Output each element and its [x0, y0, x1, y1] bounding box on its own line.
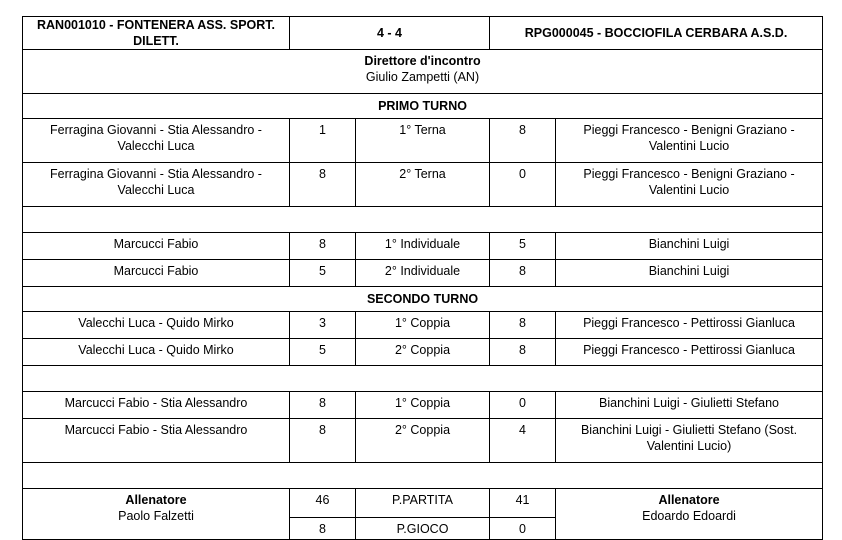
section-row [23, 287, 823, 312]
home-players: Marcucci Fabio - Stia Alessandro [23, 419, 290, 463]
away-score: 8 [490, 339, 556, 366]
table-row [23, 163, 823, 207]
table-row [23, 312, 823, 339]
home-coach-name: Paolo Falzetti [118, 509, 194, 523]
spacer-row [23, 366, 823, 392]
away-score: 4 [490, 419, 556, 463]
game-type: 2° Terna [356, 163, 490, 207]
section-first-round: PRIMO TURNO [23, 94, 823, 119]
away-score: 8 [490, 260, 556, 287]
spacer-cell [23, 207, 823, 233]
home-coach-cell [23, 489, 290, 540]
away-score: 5 [490, 233, 556, 260]
table-row [23, 260, 823, 287]
away-players: Bianchini Luigi - Giulietti Stefano [556, 392, 823, 419]
away-players: Bianchini Luigi [556, 233, 823, 260]
home-score: 8 [290, 163, 356, 207]
home-score: 8 [290, 419, 356, 463]
game-type: 1° Coppia [356, 392, 490, 419]
footer-row [23, 489, 823, 518]
section-second-round: SECONDO TURNO [23, 287, 823, 312]
away-coach-name: Edoardo Edoardi [642, 509, 736, 523]
home-score: 1 [290, 119, 356, 163]
away-players: Bianchini Luigi - Giulietti Stefano (Sost. Valentini Lucio) [556, 419, 823, 463]
match-report-table [22, 16, 823, 540]
final-score: 4 - 4 [290, 17, 490, 50]
game-points-label: P.GIOCO [356, 518, 490, 540]
home-coach-label: Allenatore [125, 493, 187, 507]
home-players: Marcucci Fabio [23, 233, 290, 260]
home-match-points: 46 [290, 489, 356, 518]
away-score: 0 [490, 392, 556, 419]
home-players: Valecchi Luca - Quido Mirko [23, 339, 290, 366]
spacer-cell [23, 463, 823, 489]
game-type: 1° Terna [356, 119, 490, 163]
spacer-row [23, 207, 823, 233]
away-team: RPG000045 - BOCCIOFILA CERBARA A.S.D. [490, 17, 823, 50]
game-type: 1° Coppia [356, 312, 490, 339]
home-players: Ferragina Giovanni - Stia Alessandro - Valecchi Luca [23, 119, 290, 163]
home-score: 5 [290, 339, 356, 366]
game-type: 2° Coppia [356, 419, 490, 463]
away-match-points: 41 [490, 489, 556, 518]
match-points-label: P.PARTITA [356, 489, 490, 518]
home-score: 3 [290, 312, 356, 339]
away-players: Pieggi Francesco - Pettirossi Gianluca [556, 312, 823, 339]
away-score: 8 [490, 119, 556, 163]
director-row [23, 50, 823, 94]
away-players: Pieggi Francesco - Pettirossi Gianluca [556, 339, 823, 366]
home-players: Ferragina Giovanni - Stia Alessandro - Valecchi Luca [23, 163, 290, 207]
away-players: Pieggi Francesco - Benigni Graziano - Valentini Lucio [556, 163, 823, 207]
home-players: Marcucci Fabio - Stia Alessandro [23, 392, 290, 419]
away-coach-cell [556, 489, 823, 540]
away-score: 8 [490, 312, 556, 339]
director-name: Giulio Zampetti (AN) [365, 70, 480, 84]
game-type: 2° Individuale [356, 260, 490, 287]
home-score: 8 [290, 392, 356, 419]
game-type: 1° Individuale [356, 233, 490, 260]
away-game-points: 0 [490, 518, 556, 540]
home-players: Marcucci Fabio [23, 260, 290, 287]
away-players: Pieggi Francesco - Benigni Graziano - Valentini Lucio [556, 119, 823, 163]
game-type: 2° Coppia [356, 339, 490, 366]
away-score: 0 [490, 163, 556, 207]
header-row [23, 17, 823, 50]
home-score: 5 [290, 260, 356, 287]
table-row [23, 419, 823, 463]
table-row [23, 233, 823, 260]
director-cell [23, 50, 823, 94]
home-players: Valecchi Luca - Quido Mirko [23, 312, 290, 339]
section-row [23, 94, 823, 119]
spacer-row [23, 463, 823, 489]
director-title: Direttore d'incontro [364, 54, 481, 68]
home-game-points: 8 [290, 518, 356, 540]
table-row [23, 392, 823, 419]
table-row [23, 119, 823, 163]
home-score: 8 [290, 233, 356, 260]
away-coach-label: Allenatore [658, 493, 720, 507]
table-row [23, 339, 823, 366]
spacer-cell [23, 366, 823, 392]
home-team: RAN001010 - FONTENERA ASS. SPORT. DILETT. [23, 17, 290, 50]
away-players: Bianchini Luigi [556, 260, 823, 287]
